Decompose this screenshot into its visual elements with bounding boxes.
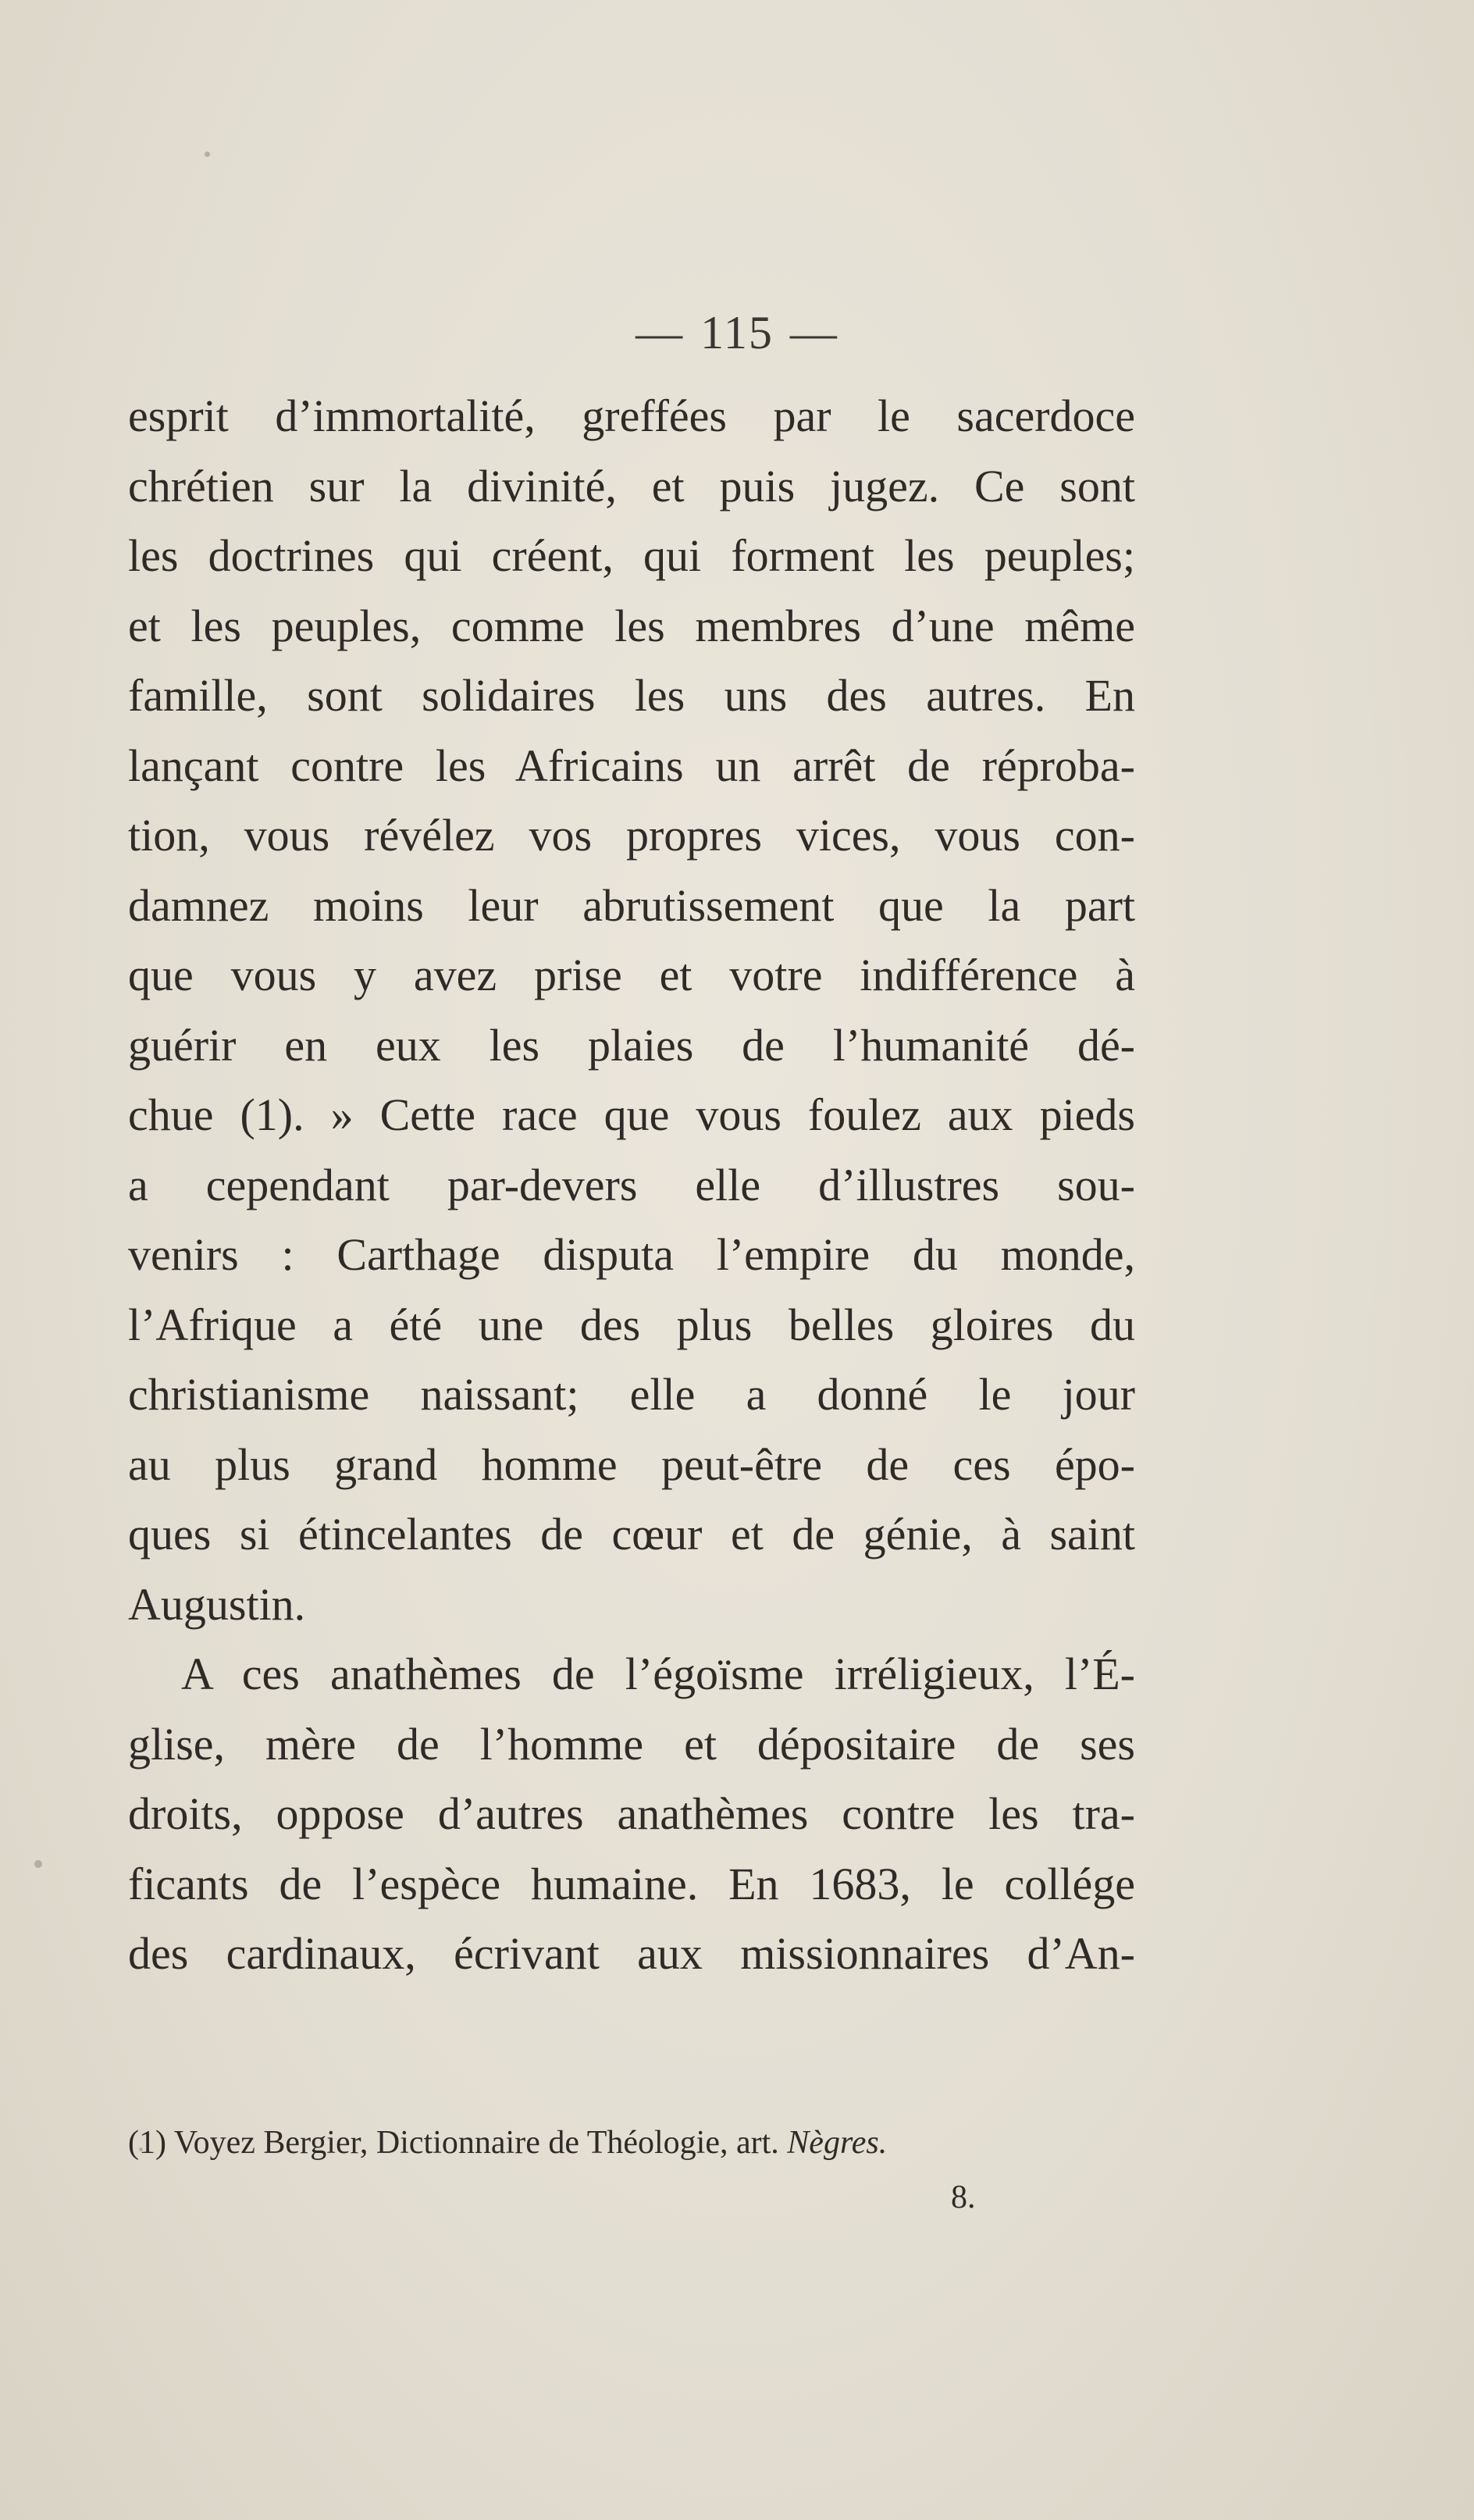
text-line: esprit d’immortalité, greffées par le sacerdoce — [128, 390, 1135, 441]
footnote-italic: Nègres. — [787, 2125, 888, 2161]
footnote — [128, 2124, 1135, 2162]
text-line: et les peuples, comme les membres d’une même — [128, 600, 1135, 651]
footnote-text: (1) Voyez Bergier, Dictionnaire de Théologie, art. — [128, 2125, 788, 2161]
text-line: au plus grand homme peut-être de ces épo- — [128, 1438, 1135, 1490]
page-number: 115 — [700, 307, 774, 358]
paper-speck — [205, 151, 210, 157]
running-header — [0, 306, 1474, 360]
text-line: Augustin. — [128, 1578, 306, 1630]
text-line: A ces anathèmes de l’égoïsme irréligieux, l’É- — [181, 1649, 1135, 1699]
text-line: a cependant par-devers elle d’illustres sou- — [128, 1159, 1135, 1210]
text-line: venirs : Carthage disputa l’empire du monde, — [128, 1229, 1135, 1280]
paper-speck — [34, 1860, 42, 1868]
header-dash-right: — — [789, 307, 838, 358]
text-line: christianisme naissant; elle a donné le jour — [128, 1369, 1135, 1420]
body-text — [128, 381, 1135, 1989]
text-line: glise, mère de l’homme et dépositaire de ses — [128, 1718, 1135, 1770]
text-line: lançant contre les Africains un arrêt de réproba- — [128, 740, 1135, 791]
text-line: tion, vous révélez vos propres vices, vous con- — [128, 810, 1135, 861]
text-line: droits, oppose d’autres anathèmes contre les tra- — [128, 1788, 1135, 1839]
header-dash-left: — — [636, 307, 685, 358]
text-line: damnez moins leur abrutissement que la part — [128, 879, 1135, 931]
text-line: chrétien sur la divinité, et puis jugez. Ce sont — [128, 460, 1135, 511]
text-line: guérir en eux les plaies de l’humanité dé- — [128, 1019, 1135, 1071]
text-line: des cardinaux, écrivant aux missionnaires d’An- — [128, 1928, 1135, 1979]
text-line: l’Afrique a été une des plus belles gloires du — [128, 1299, 1135, 1350]
signature-mark: 8. — [951, 2180, 976, 2215]
text-line: que vous y avez prise et votre indifférence à — [128, 950, 1135, 1000]
text-line: ques si étincelantes de cœur et de génie, à saint — [128, 1509, 1135, 1559]
text-line: ficants de l’espèce humaine. En 1683, le collége — [128, 1858, 1135, 1909]
text-line: chue (1). » Cette race que vous foulez aux pieds — [128, 1089, 1135, 1140]
text-line: les doctrines qui créent, qui forment les peuples; — [128, 530, 1135, 581]
text-line: famille, sont solidaires les uns des autres. En — [128, 670, 1135, 721]
